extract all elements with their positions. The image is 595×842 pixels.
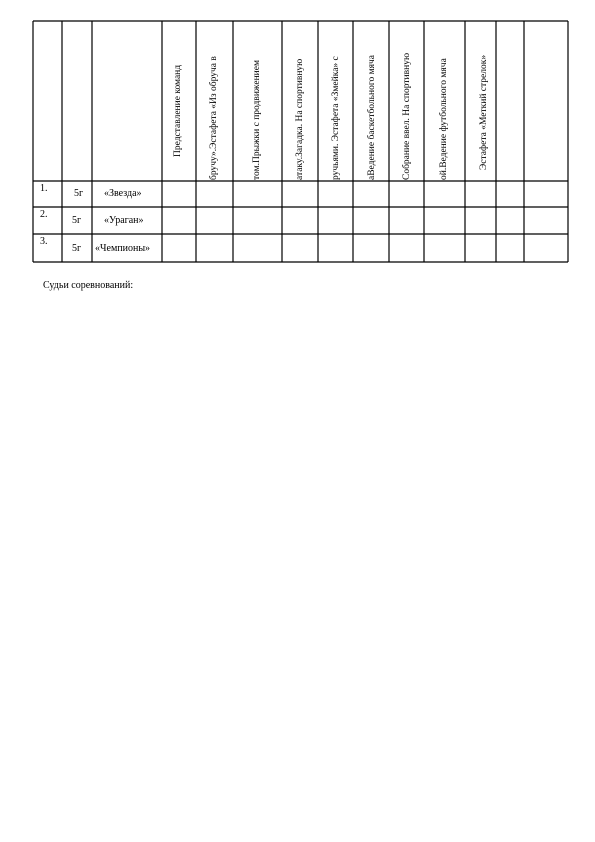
header-football-dribble: ой.Ведение футбольного мяча	[439, 58, 449, 180]
row-2-team: «Ураган»	[104, 215, 144, 226]
row-3-class: 5г	[72, 243, 82, 254]
header-snake-relay: ручьями. Эстафета «Змейка» с	[331, 56, 341, 180]
header-basketball-dribble: аВедение баскетбольного мяча	[367, 55, 377, 180]
row-1-number: 1.	[40, 183, 48, 194]
row-2-number: 2.	[40, 209, 48, 220]
judges-label: Судьи соревнований:	[43, 280, 134, 291]
header-gathering: Собрание ввел. На спортивную	[402, 52, 412, 180]
row-1-team: «Звезда»	[104, 188, 142, 199]
header-sniper-relay: Эстафета «Меткий стрелок»	[479, 54, 489, 170]
row-3-team: «Чемпионы»	[95, 243, 151, 254]
header-riddle: атаку.Загадка. На спортивную	[295, 58, 305, 180]
row-1-class: 5г	[74, 188, 84, 199]
row-3-number: 3.	[40, 236, 48, 247]
header-team-presentation: Представление команд	[173, 64, 183, 157]
row-2-class: 5г	[72, 215, 82, 226]
header-hoop-relay: бручу».Эстафета «Из обруча в	[209, 56, 219, 180]
header-jumps: том.Прыжки с продвижением	[252, 60, 262, 180]
